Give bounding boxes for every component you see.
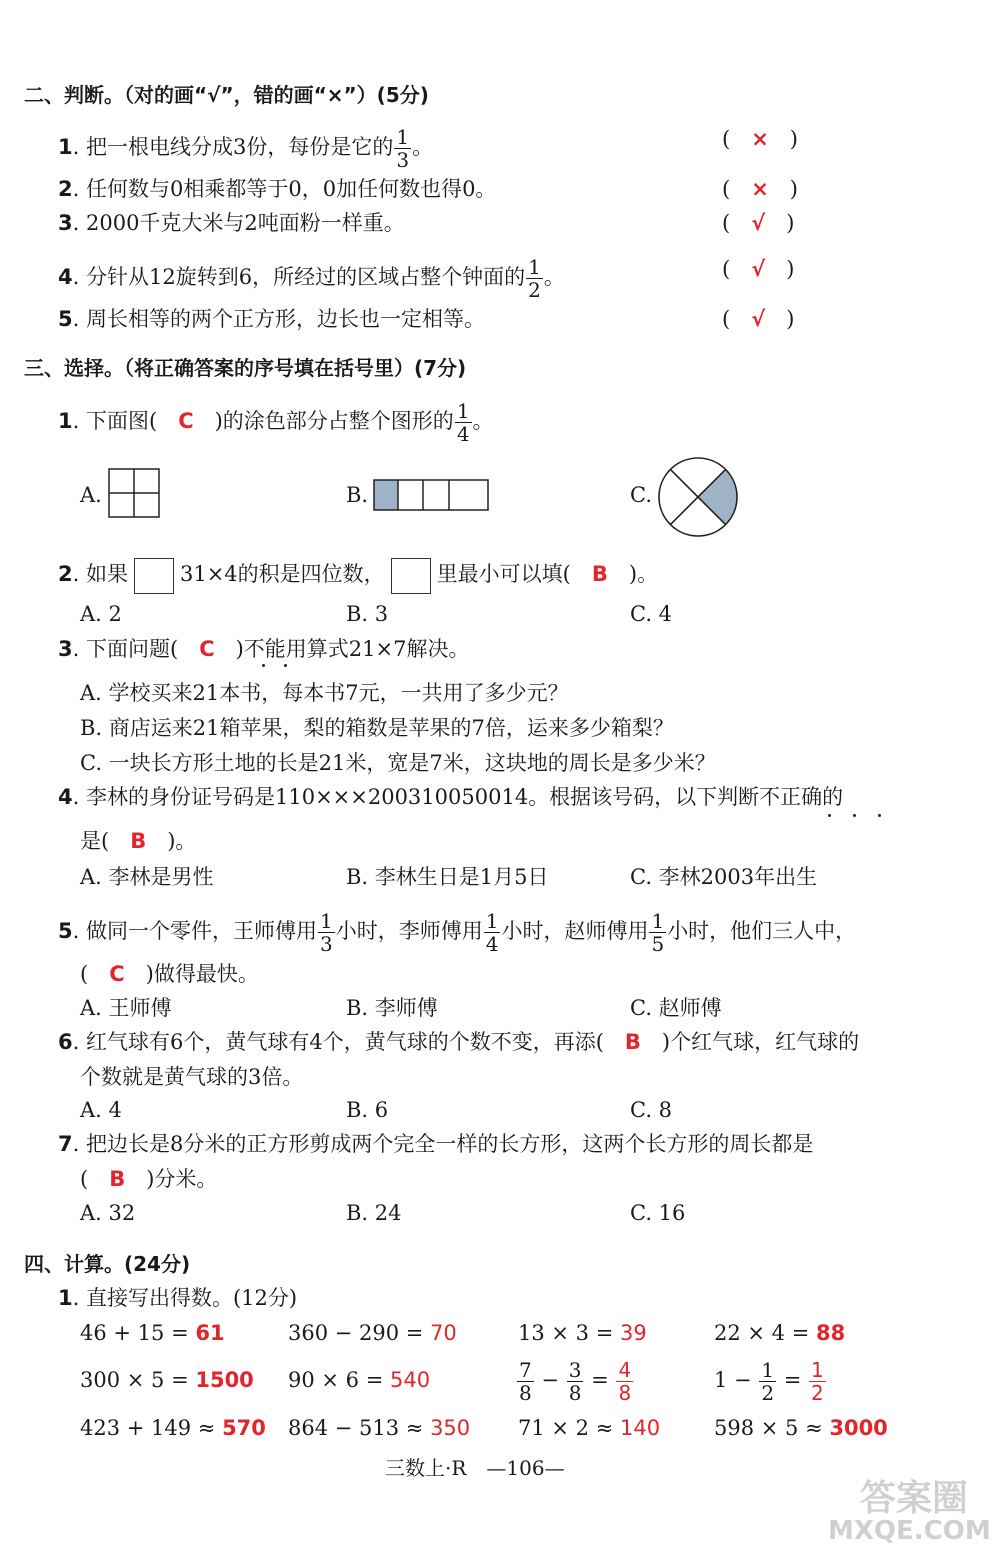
q5-option-c: C. 赵师傅 — [630, 996, 722, 1020]
q6-option-c: C. 8 — [630, 1098, 673, 1122]
fraction: $\frac{1}{3}$ — [319, 909, 333, 956]
calc-3-4: 598 × 5 ≈ 3000 — [714, 1416, 888, 1440]
calc-2-4: 1 − $\frac{1}{2}$ = $\frac{1}{2}$ — [714, 1358, 824, 1405]
q2-option-a: A. 2 — [80, 602, 122, 626]
choice-q7: 7. 把边长是8分米的正方形剪成两个完全一样的长方形，这两个长方形的周长都是 — [58, 1132, 814, 1156]
judge-item-2: 2. 任何数与0相乘都等于0，0加任何数也得0。 — [58, 177, 497, 201]
judge-item-1: 1. 把一根电线分成3份，每份是它的 $\frac{1}{3}$ 。 — [58, 125, 434, 172]
calc-2-2: 90 × 6 = 540 — [288, 1368, 431, 1392]
emphasis-dot — [828, 814, 831, 817]
emphasis-dot — [878, 814, 881, 817]
fraction: $\frac{1}{3}$ — [396, 125, 410, 172]
figure-c-circle — [655, 454, 741, 540]
judge-item-4: 4. 分针从12旋转到6，所经过的区域占整个钟面的 $\frac{1}{2}$ 。 — [58, 255, 565, 302]
watermark-url: MXQE.COM — [828, 1516, 991, 1546]
q3-option-b: B. 商店运来21箱苹果，梨的箱数是苹果的7倍，运来多少箱梨？ — [80, 716, 674, 740]
q2-option-b: B. 3 — [346, 602, 389, 626]
blank-box — [391, 558, 431, 594]
answer-paren-3: ( √ ) — [722, 211, 795, 235]
blank-box — [134, 558, 174, 594]
q5-line2: ( C )做得最快。 — [80, 962, 259, 986]
judge-item-3: 3. 2000千克大米与2吨面粉一样重。 — [58, 211, 405, 235]
q5-option-b: B. 李师傅 — [346, 996, 438, 1020]
choice-q3: 3. 下面问题( C )不能用算式21×7解决。 — [58, 637, 470, 661]
answer-paren-4: ( √ ) — [722, 257, 795, 281]
q4-line2: 是( B )。 — [80, 829, 197, 853]
calc-1-1: 46 + 15 = 61 — [80, 1321, 225, 1345]
answer-fraction: $\frac{1}{2}$ — [811, 1358, 824, 1405]
q4-option-c: C. 李林2003年出生 — [630, 865, 818, 889]
figure-a-square — [108, 468, 162, 520]
emphasis-dot — [262, 664, 265, 667]
option-c-label: C. — [630, 483, 652, 507]
calc-2-3: $\frac{7}{8}$ − $\frac{3}{8}$ = $\frac{4}{8}$ — [519, 1358, 632, 1405]
figure-b-rectangle — [372, 478, 492, 514]
section-3-title: 三、选择。（将正确答案的序号填在括号里）(7分) — [24, 356, 467, 380]
q7-option-c: C. 16 — [630, 1201, 686, 1225]
calc-1-2: 360 − 290 = 70 — [288, 1321, 457, 1345]
q3-option-a: A. 学校买来21本书，每本书7元，一共用了多少元？ — [80, 681, 569, 705]
page-footer: 三数上·R —106— — [385, 1456, 565, 1480]
q5-option-a: A. 王师傅 — [80, 996, 172, 1020]
fraction: $\frac{1}{2}$ — [528, 255, 541, 302]
answer-paren-2: ( × ) — [722, 177, 799, 201]
q4-option-b: B. 李林生日是1月5日 — [346, 865, 549, 889]
choice-q5: 5. 做同一个零件，王师傅用 $\frac{1}{3}$ 小时，李师傅用 $\frac{1}{4}$ 小时，赵师傅用 $\frac{1}{5}$ 小时，他们三人中， — [58, 909, 857, 956]
answer-paren-1: ( × ) — [722, 127, 799, 151]
emphasis-dot — [284, 664, 287, 667]
q7-line2: ( B )分米。 — [80, 1167, 218, 1191]
choice-q4: 4. 李林的身份证号码是110×××200310050014。根据该号码，以下判断不正确的 — [58, 785, 844, 809]
watermark-logo: 答案圈 — [860, 1478, 969, 1519]
q6-option-b: B. 6 — [346, 1098, 389, 1122]
answer-paren-5: ( √ ) — [722, 307, 795, 331]
section-4-title: 四、计算。(24分) — [24, 1252, 191, 1276]
fraction: $\frac{1}{4}$ — [485, 909, 499, 956]
choice-q2: 2. 如果 31×4的积是四位数， 里最小可以填( B )。 — [58, 556, 658, 594]
q2-option-c: C. 4 — [630, 602, 673, 626]
calc-3-3: 71 × 2 ≈ 140 — [518, 1416, 661, 1440]
q3-option-c: C. 一块长方形土地的长是21米，宽是7米，这块地的周长是多少米？ — [80, 751, 716, 775]
calc-1-4: 22 × 4 = 88 — [714, 1321, 846, 1345]
emphasis-dot — [853, 814, 856, 817]
choice-q6: 6. 红气球有6个，黄气球有4个，黄气球的个数不变，再添( B )个红气球，红气球的 — [58, 1030, 860, 1054]
calc-sub-1: 1. 直接写出得数。(12分) — [58, 1286, 298, 1310]
fraction: $\frac{7}{8}$ — [519, 1358, 532, 1405]
calc-1-3: 13 × 3 = 39 — [518, 1321, 647, 1345]
fraction: $\frac{1}{4}$ — [456, 399, 470, 446]
fraction: $\frac{1}{2}$ — [761, 1358, 775, 1405]
choice-q1: 1. 下面图( C )的涂色部分占整个图形的 $\frac{1}{4}$ 。 — [58, 399, 494, 446]
calc-3-1: 423 + 149 ≈ 570 — [80, 1416, 266, 1440]
q7-option-b: B. 24 — [346, 1201, 402, 1225]
section-2-title: 二、判断。（对的画“√”，错的画“×”）(5分) — [24, 83, 429, 107]
q6-option-a: A. 4 — [80, 1098, 122, 1122]
q4-option-a: A. 李林是男性 — [80, 865, 214, 889]
calc-3-2: 864 − 513 ≈ 350 — [288, 1416, 471, 1440]
option-b-label: B. — [346, 483, 369, 507]
fraction: $\frac{3}{8}$ — [568, 1358, 582, 1405]
q7-option-a: A. 32 — [80, 1201, 136, 1225]
q6-line2: 个数就是黄气球的3倍。 — [80, 1065, 304, 1089]
calc-2-1: 300 × 5 = 1500 — [80, 1368, 254, 1392]
fraction: $\frac{1}{5}$ — [651, 909, 665, 956]
answer-fraction: $\frac{4}{8}$ — [618, 1358, 632, 1405]
judge-item-5: 5. 周长相等的两个正方形，边长也一定相等。 — [58, 307, 485, 331]
option-a-label: A. — [80, 483, 102, 507]
